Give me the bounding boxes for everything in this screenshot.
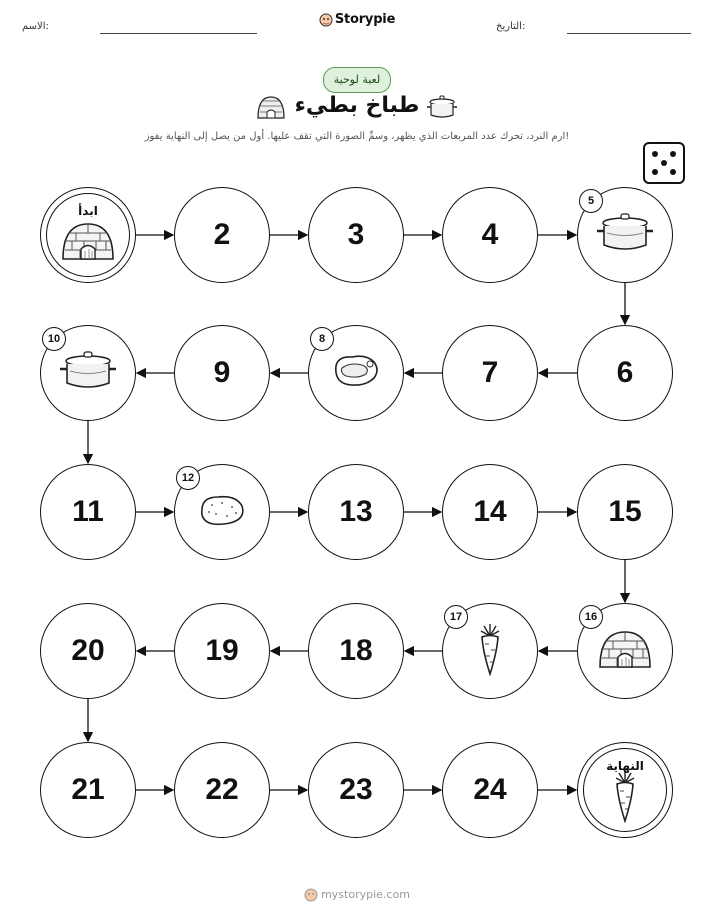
- board-cell-24[interactable]: [442, 742, 538, 838]
- cell-number: 6: [616, 356, 634, 389]
- cell-number: 14: [473, 495, 507, 528]
- board-cell-15[interactable]: [577, 464, 673, 560]
- instructions: ارم النرد، تحرك عدد المربعات الذي يظهر، وسمِّ الصورة التي تقف عليها. أول من يصل إلى النهاية يفوز!: [144, 131, 570, 142]
- cell-number-badge: 12: [176, 466, 200, 490]
- potato-icon: [196, 491, 248, 533]
- steak-icon: [330, 352, 382, 394]
- brand-name: Storypie: [334, 12, 396, 27]
- board-cell-3[interactable]: [308, 187, 404, 283]
- game-type-badge: لعبة لوحية: [323, 67, 391, 93]
- cell-number: 9: [213, 356, 231, 389]
- cell-number: 3: [347, 218, 365, 251]
- carrot-icon: [610, 769, 640, 827]
- cell-number: 2: [213, 218, 231, 251]
- igloo-icon: [597, 627, 653, 675]
- igloo-icon: [60, 219, 116, 267]
- cell-number: 15: [608, 495, 642, 528]
- end-cell[interactable]: [577, 742, 673, 838]
- cell-number: 20: [71, 634, 105, 667]
- carrot-icon: [475, 622, 505, 680]
- board-cell-22[interactable]: [174, 742, 270, 838]
- cell-number-badge: 16: [579, 605, 603, 629]
- pot-icon: [58, 349, 118, 397]
- footer-url[interactable]: mystorypie.com: [321, 888, 410, 901]
- name-label: الاسم:: [22, 21, 49, 32]
- date-label: التاريخ:: [496, 21, 526, 32]
- cell-number-badge: 8: [310, 327, 334, 351]
- cell-number: 24: [473, 773, 507, 806]
- storypie-logo-icon: [304, 888, 318, 902]
- cell-number: 19: [205, 634, 239, 667]
- start-label: ابدأ: [78, 204, 98, 218]
- cell-number: 13: [339, 495, 373, 528]
- board-cell-23[interactable]: [308, 742, 404, 838]
- cell-number-badge: 10: [42, 327, 66, 351]
- board-cell-7[interactable]: [442, 325, 538, 421]
- cell-number-badge: 5: [579, 189, 603, 213]
- cell-number: 4: [481, 218, 499, 251]
- board-cell-6[interactable]: [577, 325, 673, 421]
- page-title: طباخ بطيء: [294, 93, 420, 118]
- cell-number: 22: [205, 773, 239, 806]
- cell-number: 18: [339, 634, 373, 667]
- board-cell-13[interactable]: [308, 464, 404, 560]
- board-cell-9[interactable]: [174, 325, 270, 421]
- board-cell-11[interactable]: [40, 464, 136, 560]
- board-cell-14[interactable]: [442, 464, 538, 560]
- cell-number: 23: [339, 773, 373, 806]
- cell-number: 11: [72, 495, 104, 528]
- start-cell[interactable]: [40, 187, 136, 283]
- board-cell-21[interactable]: [40, 742, 136, 838]
- cell-number: 21: [71, 773, 105, 806]
- pot-icon: [595, 211, 655, 259]
- end-label: النهاية: [606, 759, 644, 773]
- board-cell-19[interactable]: [174, 603, 270, 699]
- board-cell-4[interactable]: [442, 187, 538, 283]
- cell-number-badge: 17: [444, 605, 468, 629]
- board-cell-2[interactable]: [174, 187, 270, 283]
- board-cell-20[interactable]: [40, 603, 136, 699]
- footer: [0, 888, 714, 902]
- cell-number: 7: [481, 356, 499, 389]
- board-cell-18[interactable]: [308, 603, 404, 699]
